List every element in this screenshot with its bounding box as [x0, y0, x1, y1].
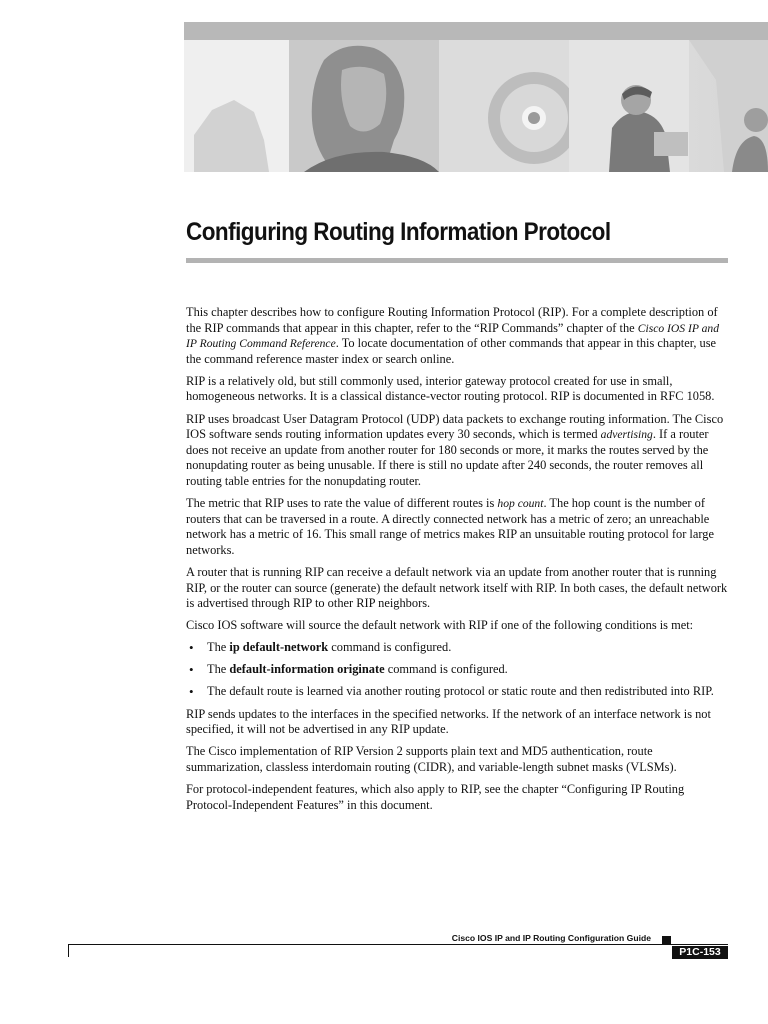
intro-text: This chapter describes how to configure Routing Information Protocol (RIP). For a complete description of the RIP commands that appear in this chapter, refer to the “RIP Commands” chapter of the — [186, 305, 718, 335]
ripv2-paragraph: The Cisco implementation of RIP Version 2 supports plain text and MD5 authentication, route summarization, classless interdomain routing (CIDR), and variable-length subnet masks (VLSMs). — [186, 744, 677, 774]
footer-guide-title: Cisco IOS IP and IP Routing Configuration Guide — [451, 933, 651, 943]
udp-text-end: . If a router does not receive an update from another router for 180 seconds or more, it marks the routes served by the nonupdating router as being unusable. If there is still no update after 240 seconds, the router removes all routing table entries for the nonupdating router. — [186, 427, 709, 488]
footer-rule — [68, 944, 728, 945]
title-rule — [186, 258, 728, 263]
list-item-text: The default route is learned via another routing protocol or static route and then redistributed into RIP. — [207, 684, 714, 699]
page-number: P1C-153 — [672, 946, 728, 959]
photo-collage-icon — [184, 40, 768, 172]
conditions-intro-paragraph: Cisco IOS software will source the default network with RIP if one of the following conditions is met: — [186, 618, 694, 633]
command-name: default-information originate — [229, 662, 385, 677]
footer-rule-tick — [68, 945, 69, 957]
intro-text-end: . To locate documentation of other commands that appear in this chapter, use the command reference master index or search online. — [186, 336, 717, 366]
command-reference-title: Cisco IOS IP and IP Routing Command Reference — [186, 321, 720, 351]
banner-top-bar — [184, 22, 768, 40]
list-item-text: The — [207, 662, 230, 677]
list-item-text: The — [207, 640, 230, 655]
intro-paragraph — [186, 305, 728, 367]
page-title: Configuring Routing Information Protocol — [186, 218, 611, 246]
hop-count-paragraph — [186, 496, 728, 558]
chapter-body — [186, 305, 728, 820]
protocol-independent-paragraph: For protocol-independent features, which also apply to RIP, see the chapter “Configuring IP Routing Protocol-Independent Features” in this document. — [186, 781, 685, 812]
udp-advertising-paragraph — [186, 412, 728, 490]
list-item — [186, 640, 728, 656]
hop-count-text: The metric that RIP uses to rate the value of different routes is — [186, 496, 498, 511]
list-item-text: command is configured. — [328, 640, 452, 655]
updates-paragraph: RIP sends updates to the interfaces in the specified networks. If the network of an interface network is not specified, it will not be advertised in any RIP update. — [186, 706, 711, 737]
footer-marker — [662, 936, 671, 944]
default-network-paragraph: A router that is running RIP can receive a default network via an update from another router that is running RIP, or the router can source (generate) the default network itself with RIP. In both cases, the default network is advertised through RIP to other RIP neighbors. — [186, 564, 728, 611]
command-name: ip default-network — [229, 640, 329, 655]
advertising-term: advertising — [600, 428, 653, 442]
list-item-text: command is configured. — [384, 662, 508, 677]
hop-count-term: hop count — [497, 497, 544, 511]
list-item — [186, 684, 728, 700]
hop-count-text-end: . The hop count is the number of routers that can be traversed in a route. A directly connected network has a metric of zero; an unreachable network has a metric of 16. This small range of metrics makes RIP an unsuitable routing protocol for large networks. — [186, 496, 714, 557]
list-item — [186, 662, 728, 678]
chapter-banner-image — [184, 22, 768, 172]
udp-text: RIP uses broadcast User Datagram Protocol (UDP) data packets to exchange routing information. The Cisco IOS software sends routing information updates every 30 seconds, which is termed — [186, 411, 724, 442]
rip-overview-paragraph: RIP is a relatively old, but still commonly used, interior gateway protocol created for use in small, homogeneous networks. It is a classical distance-vector routing protocol. RIP is documented in RFC 1058. — [186, 373, 715, 404]
conditions-list — [186, 640, 728, 700]
